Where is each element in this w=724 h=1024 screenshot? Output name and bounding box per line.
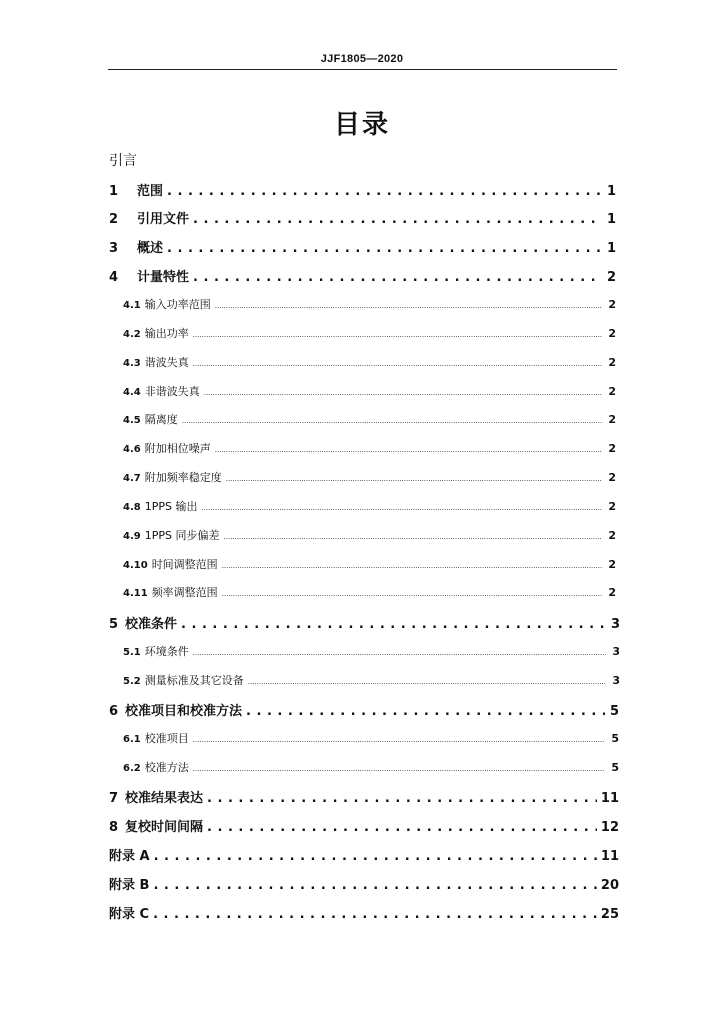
toc-entry-number: 4.4 (123, 387, 141, 398)
toc-leader-dots (193, 645, 606, 658)
toc-entry-number: 7 (109, 791, 119, 806)
toc-entry-page: 5 (611, 732, 619, 745)
toc-leader-dots (193, 356, 602, 369)
toc-leader-dots (193, 761, 605, 774)
toc-subentry[interactable] (123, 469, 616, 485)
toc-entry-page: 12 (600, 820, 619, 835)
toc-entry-page: 1 (606, 184, 616, 199)
toc-entry-number: 4.7 (123, 473, 141, 484)
toc-entry-number: 6 (109, 704, 119, 719)
toc-leader-dots (182, 413, 602, 426)
toc-entry-label: 时间调整范围 (151, 558, 218, 571)
toc-entry-label: 附录 C (109, 907, 150, 922)
toc-entry-label: 输出功率 (144, 327, 189, 340)
toc-leader-dots (207, 791, 597, 806)
toc-entry-label: 复校时间间隔 (125, 820, 204, 835)
toc-entry-number: 3 (109, 241, 119, 256)
toc-entry-number: 4.10 (123, 560, 148, 571)
document-code-header: JJF1805—2020 (320, 53, 404, 65)
toc-entry-label: 校准方法 (144, 761, 189, 774)
toc-leader-dots (153, 878, 596, 893)
toc-entry-label: 引用文件 (137, 212, 190, 227)
toc-entry-label: 附录 B (109, 878, 150, 893)
toc-entry[interactable] (109, 700, 619, 719)
toc-entry[interactable] (109, 613, 620, 632)
toc-entry-label: 校准项目 (144, 732, 189, 745)
toc-entry-number: 4.11 (123, 588, 148, 599)
toc-leader-dots (207, 820, 597, 835)
toc-entry-number: 4.9 (123, 531, 141, 542)
toc-entry-number: 1 (109, 184, 119, 199)
toc-entry-label: 附加相位噪声 (144, 442, 211, 455)
toc-leader-dots (193, 732, 605, 745)
toc-entry-page: 3 (612, 674, 620, 687)
toc-leader-dots (246, 704, 605, 719)
toc-entry[interactable] (109, 787, 619, 806)
toc-subentry[interactable] (123, 498, 616, 514)
toc-leader-dots (222, 586, 602, 599)
toc-entry-label: 校准条件 (125, 617, 178, 632)
toc-entry-page: 11 (600, 791, 619, 806)
toc-entry[interactable] (109, 903, 619, 922)
toc-leader-dots (193, 212, 602, 227)
toc-entry-page: 2 (608, 356, 616, 369)
toc-leader-dots (154, 849, 597, 864)
toc-entry[interactable] (109, 237, 616, 256)
toc-entry-label: 非谐波失真 (144, 385, 200, 398)
toc-entry-page: 2 (608, 558, 616, 571)
toc-entry-page: 2 (608, 586, 616, 599)
toc-entry-number: 4 (109, 270, 119, 285)
toc-entry-page: 2 (608, 442, 616, 455)
toc-entry-page: 2 (608, 327, 616, 340)
toc-entry-number: 4.1 (123, 300, 141, 311)
toc-entry[interactable] (109, 816, 619, 835)
toc-entry-label: 概述 (137, 241, 164, 256)
toc-entry-page: 2 (608, 385, 616, 398)
toc-leader-dots (167, 241, 602, 256)
toc-intro: 引言 (109, 153, 137, 169)
toc-leader-dots (167, 184, 602, 199)
toc-leader-dots (215, 442, 602, 455)
toc-entry[interactable] (109, 845, 619, 864)
toc-entry-page: 25 (600, 907, 619, 922)
toc-entry[interactable] (109, 180, 616, 199)
toc-leader-dots (204, 385, 602, 398)
toc-leader-dots (248, 674, 606, 687)
toc-entry-page: 5 (609, 704, 619, 719)
toc-leader-dots (226, 471, 602, 484)
toc-entry-label: 输入功率范围 (144, 298, 211, 311)
toc-entry-label: 计量特性 (137, 270, 190, 285)
toc-entry-label: 附加频率稳定度 (144, 471, 222, 484)
toc-subentry[interactable] (123, 730, 619, 746)
toc-leader-dots (222, 558, 602, 571)
toc-entry-page: 2 (608, 471, 616, 484)
toc-entry-number: 6.1 (123, 734, 141, 745)
toc-leader-dots (215, 298, 602, 311)
toc-leader-dots (201, 500, 602, 513)
toc-subentry[interactable] (123, 643, 620, 659)
toc-entry-label: 校准结果表达 (125, 791, 204, 806)
toc-entry[interactable] (109, 874, 619, 893)
toc-entry[interactable] (109, 266, 616, 285)
toc-entry-label: 谐波失真 (144, 356, 189, 369)
toc-entry-number: 4.6 (123, 444, 141, 455)
toc-entry-label: 校准项目和校准方法 (125, 704, 243, 719)
toc-entry-label: 附录 A (109, 849, 150, 864)
toc-entry-number: 4.5 (123, 415, 141, 426)
toc-entry-label: 测量标准及其它设备 (144, 674, 244, 687)
toc-entry-label: 1PPS 输出 (144, 500, 198, 513)
toc-subentry[interactable] (123, 672, 620, 688)
toc-entry-page: 20 (600, 878, 619, 893)
toc-subentry[interactable] (123, 296, 616, 312)
toc-entry-page: 11 (600, 849, 619, 864)
page-title: 目录 (333, 110, 390, 140)
header-rule (108, 69, 617, 70)
toc-subentry[interactable] (123, 383, 616, 399)
toc-entry-page: 2 (608, 500, 616, 513)
toc-entry-label: 隔离度 (144, 413, 178, 426)
toc-entry-number: 6.2 (123, 763, 141, 774)
toc-subentry[interactable] (123, 354, 616, 370)
toc-entry-number: 4.8 (123, 502, 141, 513)
toc-subentry[interactable] (123, 325, 616, 341)
toc-entry-label: 范围 (137, 184, 164, 199)
toc-leader-dots (193, 327, 602, 340)
toc-entry-page: 1 (606, 241, 616, 256)
toc-entry-page: 2 (606, 270, 616, 285)
toc-entry-number: 5.2 (123, 676, 141, 687)
toc-leader-dots (181, 617, 606, 632)
toc-entry-page: 2 (608, 413, 616, 426)
toc-entry[interactable] (109, 208, 616, 227)
toc-subentry[interactable] (123, 759, 619, 775)
toc-entry-number: 5 (109, 617, 119, 632)
toc-subentry[interactable] (123, 411, 616, 427)
toc-subentry[interactable] (123, 527, 616, 543)
toc-entry-page: 2 (608, 298, 616, 311)
toc-leader-dots (223, 529, 602, 542)
toc-subentry[interactable] (123, 584, 616, 600)
toc-entry-label: 频率调整范围 (151, 586, 218, 599)
toc-entry-page: 5 (611, 761, 619, 774)
toc-entry-label: 1PPS 同步偏差 (144, 529, 220, 542)
toc-entry-number: 8 (109, 820, 119, 835)
toc-leader-dots (153, 907, 597, 922)
toc-entry-page: 2 (608, 529, 616, 542)
toc-entry-page: 3 (610, 617, 620, 632)
toc-subentry[interactable] (123, 440, 616, 456)
toc-entry-number: 4.3 (123, 358, 141, 369)
toc-entry-number: 5.1 (123, 647, 141, 658)
toc-leader-dots (193, 270, 602, 285)
toc-entry-label: 环境条件 (144, 645, 189, 658)
toc-entry-page: 3 (612, 645, 620, 658)
toc-entry-number: 4.2 (123, 329, 141, 340)
toc-subentry[interactable] (123, 556, 616, 572)
toc-entry-page: 1 (606, 212, 616, 227)
toc-entry-number: 2 (109, 212, 119, 227)
